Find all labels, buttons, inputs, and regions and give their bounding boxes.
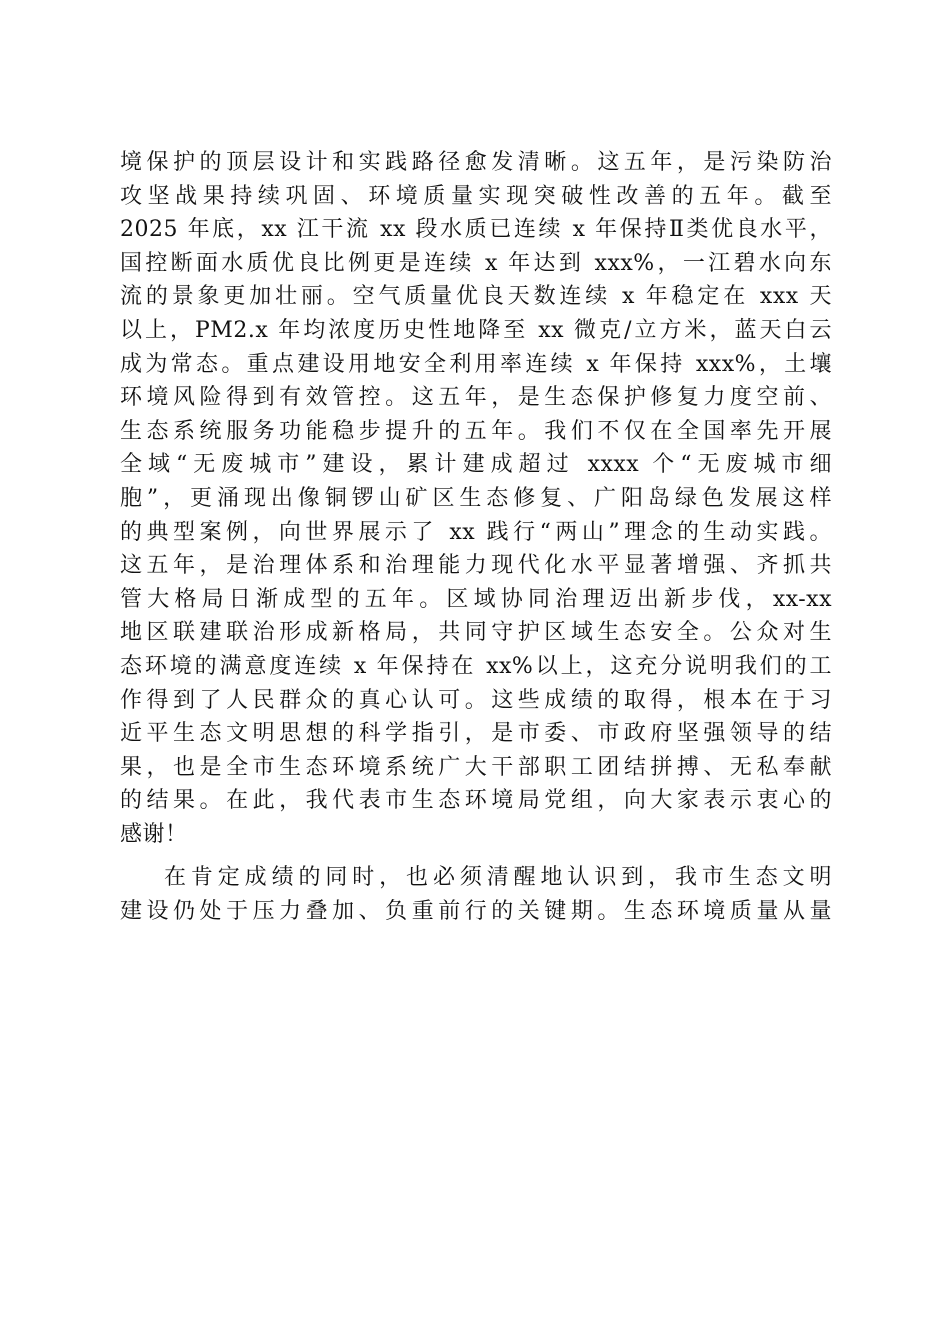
text-line: 的结果。在此，我代表市生态环境局党组，向大家表示衷心的 — [120, 788, 832, 814]
text-line: 胞”，更涌现出像铜锣山矿区生态修复、广阳岛绿色发展这样 — [120, 485, 832, 511]
text-line: 环境风险得到有效管控。这五年，是生态保护修复力度空前、 — [120, 385, 832, 411]
text-line: 作得到了人民群众的真心认可。这些成绩的取得，根本在于习 — [120, 687, 832, 713]
text-line: 以上，PM2.x 年均浓度历史性地降至 xx 微克/立方米，蓝天白云 — [120, 317, 832, 343]
text-line: 近平生态文明思想的科学指引，是市委、市政府坚强领导的结 — [120, 721, 832, 747]
text-line: 的典型案例，向世界展示了 xx 践行“两山”理念的生动实践。 — [120, 519, 832, 545]
text-line: 地区联建联治形成新格局，共同守护区域生态安全。公众对生 — [120, 620, 832, 646]
paragraph-challenges — [120, 861, 832, 928]
text-line: 2025 年底，xx 江干流 xx 段水质已连续 x 年保持Ⅱ类优良水平， — [120, 217, 832, 243]
text-line: 流的景象更加壮丽。空气质量优良天数连续 x 年稳定在 xxx 天 — [120, 284, 832, 310]
text-line: 成为常态。重点建设用地安全利用率连续 x 年保持 xxx%，土壤 — [120, 351, 832, 377]
text-line: 管大格局日渐成型的五年。区域协同治理迈出新步伐，xx-xx — [120, 586, 832, 612]
text-line: 果，也是全市生态环境系统广大干部职工团结拼搏、无私奉献 — [120, 754, 832, 780]
text-line: 在肯定成绩的同时，也必须清醒地认识到，我市生态文明 — [164, 865, 832, 891]
text-line: 境保护的顶层设计和实践路径愈发清晰。这五年，是污染防治 — [120, 150, 832, 175]
text-line: 全域“无废城市”建设，累计建成超过 xxxx 个“无废城市细 — [120, 452, 832, 478]
paragraph-achievements — [120, 146, 832, 851]
document-page — [120, 146, 832, 929]
text-line: 国控断面水质优良比例更是连续 x 年达到 xxx%，一江碧水向东 — [120, 250, 832, 276]
text-line: 生态系统服务功能稳步提升的五年。我们不仅在全国率先开展 — [120, 418, 832, 444]
text-line: 感谢！ — [120, 821, 188, 847]
text-line: 态环境的满意度连续 x 年保持在 xx%以上，这充分说明我们的工 — [120, 653, 832, 679]
text-line: 建设仍处于压力叠加、负重前行的关键期。生态环境质量从量 — [120, 899, 832, 925]
paragraph-spacer — [120, 851, 832, 861]
text-line: 这五年，是治理体系和治理能力现代化水平显著增强、齐抓共 — [120, 553, 832, 579]
text-line: 攻坚战果持续巩固、环境质量实现突破性改善的五年。截至 — [120, 183, 832, 209]
